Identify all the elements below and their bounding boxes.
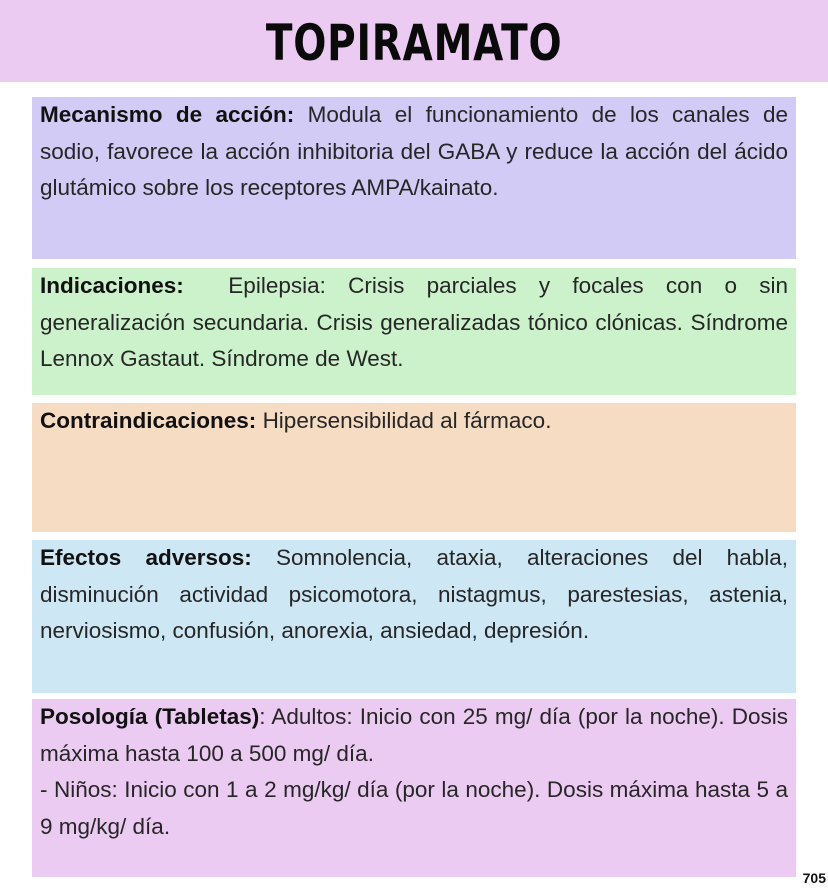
- mecanismo-label: Mecanismo de acción:: [40, 102, 295, 127]
- posologia-ninos-paragraph: - Niños: Inicio con 1 a 2 mg/kg/ día (por la noche). Dosis máxima hasta 5 a 9 mg/kg/ día.: [40, 777, 788, 839]
- mecanismo-text: Modula el funcionamiento de los canales de sodio, favorece la acción inhibitoria del GABA y reduce la acción del ácido glutámico sobre los receptores AMPA/kainato.: [40, 102, 788, 200]
- section-mecanismo: [32, 97, 796, 259]
- contraindicaciones-label: Contraindicaciones:: [40, 408, 257, 433]
- contraindicaciones-text: Hipersensibilidad al fármaco.: [262, 408, 552, 433]
- page-number: 705: [802, 870, 826, 886]
- indicaciones-text: Epilepsia: Crisis parciales y focales con o sin generalización secundaria. Crisis generalizadas tónico clónicas. Síndrome Lennox Gastaut. Síndrome de West.: [40, 273, 788, 371]
- posologia-label: Posología (Tabletas): [40, 704, 260, 729]
- posologia-adultos-paragraph: [40, 699, 788, 772]
- indicaciones-paragraph: [40, 268, 788, 378]
- efectos-text: Somnolencia, ataxia, alteraciones del habla, disminución actividad psicomotora, nistagmus, parestesias, astenia, nerviosismo, confusión, anorexia, ansiedad, depresión.: [40, 545, 788, 643]
- efectos-paragraph: [40, 540, 788, 650]
- section-efectos-adversos: [32, 540, 796, 693]
- efectos-label: Efectos adversos:: [40, 545, 252, 570]
- section-posologia: [32, 699, 796, 877]
- indicaciones-label: Indicaciones:: [40, 273, 184, 298]
- mecanismo-paragraph: [40, 97, 788, 207]
- posologia-adultos-text: : Adultos: Inicio con 25 mg/ día (por la noche). Dosis máxima hasta 100 a 500 mg/ día.: [40, 704, 788, 766]
- section-contraindicaciones: [32, 403, 796, 532]
- contraindicaciones-paragraph: [40, 403, 788, 440]
- page-title: TOPIRAMATO: [265, 14, 563, 72]
- section-indicaciones: [32, 268, 796, 395]
- title-banner: [0, 0, 828, 82]
